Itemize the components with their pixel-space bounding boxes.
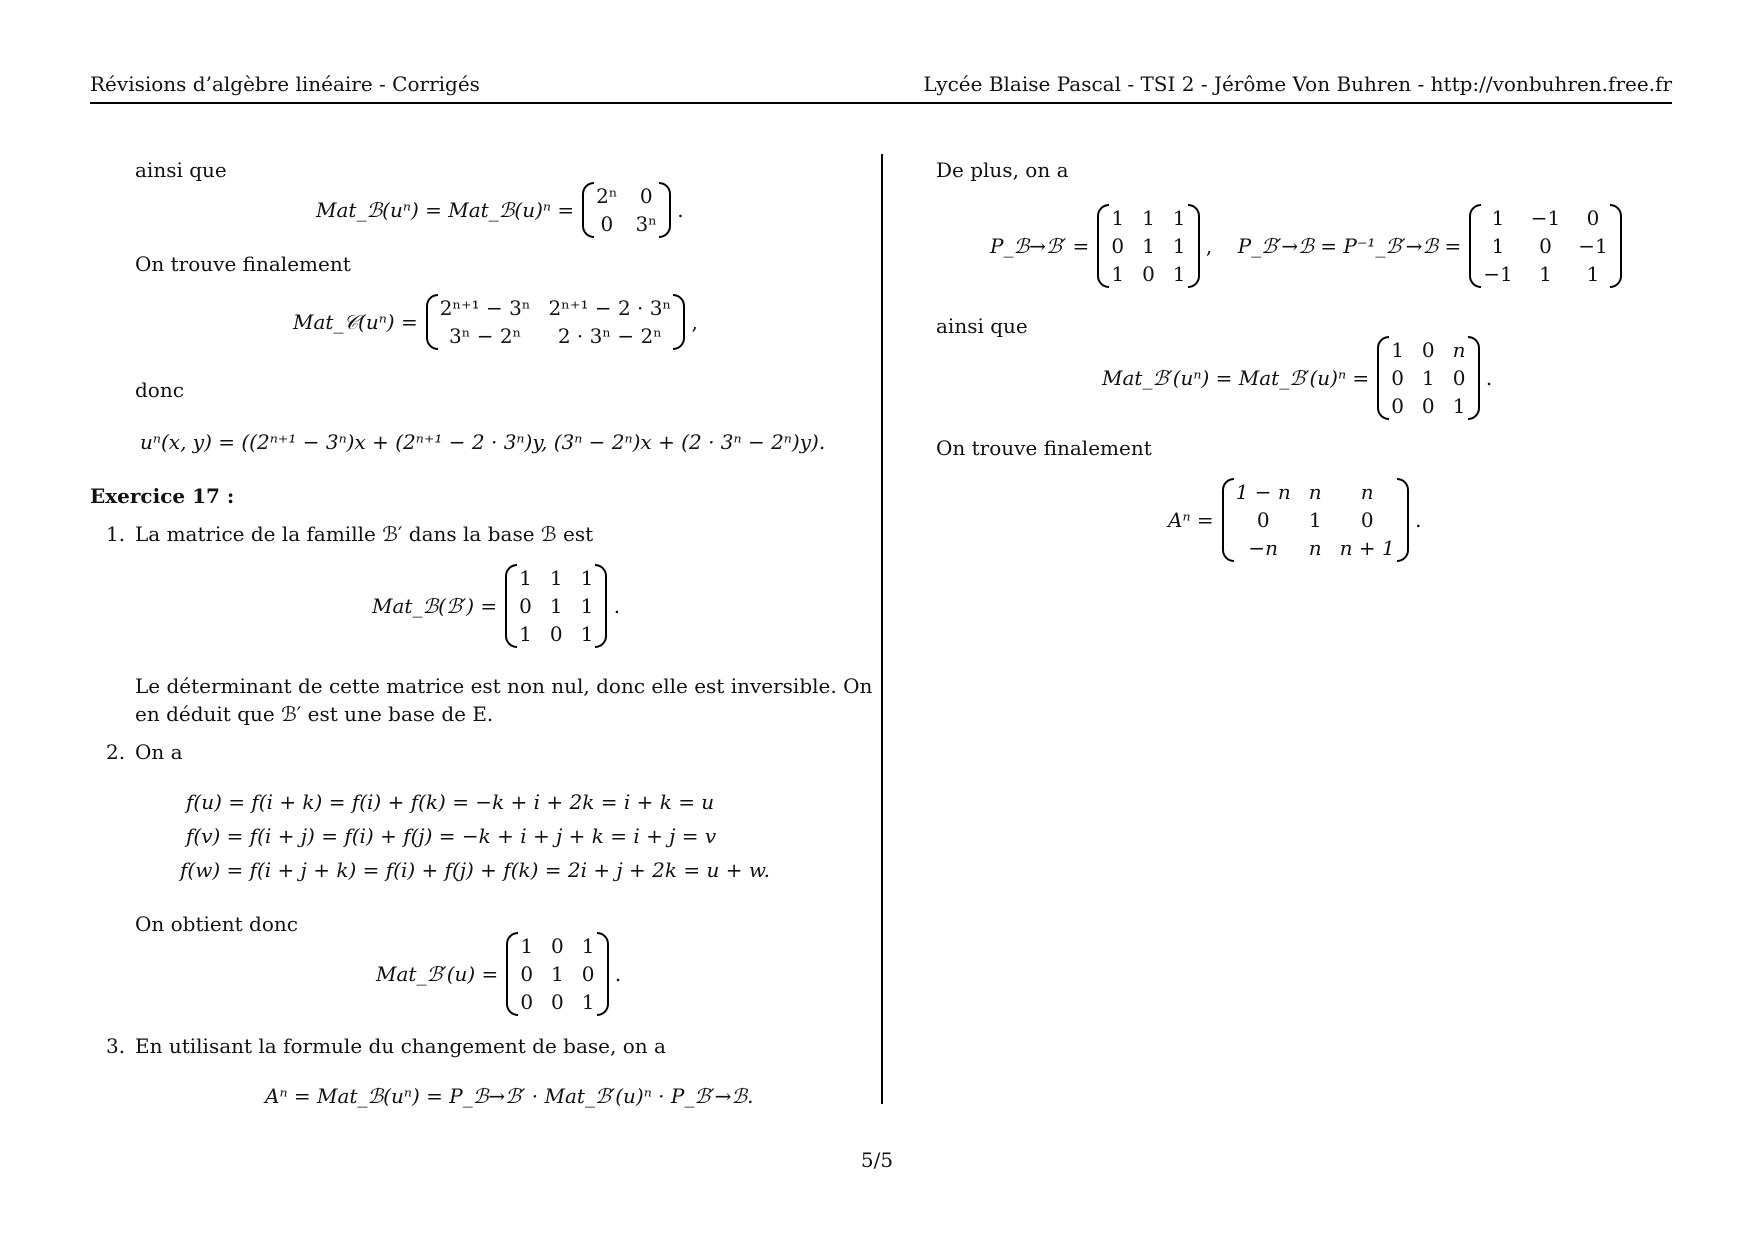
matrix-cell: 0	[1539, 234, 1552, 258]
right-on-trouve-finalement: On trouve finalement	[936, 436, 1152, 460]
label-mat-C-un: Mat_𝒞(uⁿ) =	[293, 310, 418, 334]
matrix-cell: 1	[549, 566, 563, 590]
matrix-cell: 1	[1452, 394, 1466, 418]
matrix-cell: 0	[551, 934, 564, 958]
eq-mat-Bp-un: Mat_ℬ′(uⁿ) = Mat_ℬ′(u)ⁿ = 1 0 n 0 1 0 0 0 1 .	[1102, 338, 1493, 418]
matrix-An	[1222, 478, 1409, 562]
item1-text: La matrice de la famille ℬ′ dans la base ℬ est	[135, 522, 594, 546]
matrix-cell: 0	[1360, 508, 1374, 532]
matrix-cell: 0	[1586, 206, 1600, 230]
left-on-trouve-finalement: On trouve finalement	[135, 252, 351, 276]
header-right: Lycée Blaise Pascal - TSI 2 - Jérôme Von Buhren - http://vonbuhren.free.fr	[923, 72, 1672, 96]
eq-change-matrices: P_ℬ→ℬ′ = 1 1 1 0 1 1 1 0 1 , P_ℬ′→ℬ = P⁻¹_ℬ′→ℬ = 1 −1 0 1 0 −1 −1 1 1	[990, 204, 1622, 288]
matrix-cell: 0	[1391, 366, 1404, 390]
eq-An: Aⁿ = Mat_ℬ(uⁿ) = P_ℬ→ℬ′ · Mat_ℬ′(u)ⁿ · P_ℬ′→ℬ.	[265, 1084, 754, 1108]
matrix-cell: 1	[551, 962, 564, 986]
matrix-u	[506, 932, 608, 1016]
column-divider	[881, 154, 883, 1104]
matrix-cell: 0	[581, 962, 595, 986]
matrix-cell: 1	[580, 622, 594, 646]
matrix-cell: n	[1308, 480, 1322, 504]
label-mat-Bp-u: Mat_ℬ′(u) =	[376, 962, 499, 986]
matrix-P-inverse	[1469, 204, 1621, 288]
matrix-cell: n	[1360, 480, 1374, 504]
matrix-P	[1097, 204, 1199, 288]
matrix-cell: 0	[600, 212, 614, 236]
matrix-cell: 0	[639, 184, 653, 208]
matrix-un	[1377, 336, 1479, 420]
matrix-cell: n	[1308, 536, 1322, 560]
matrix-cell: 1	[1172, 206, 1186, 230]
matrix-cell: 1	[1111, 206, 1125, 230]
matrix-cell: 3ⁿ − 2ⁿ	[449, 324, 522, 348]
matrix-cell: 0	[1142, 262, 1155, 286]
matrix-cell: 1	[1391, 338, 1404, 362]
label-An: Aⁿ =	[1168, 508, 1214, 532]
matrix-cell: n + 1	[1339, 536, 1395, 560]
matrix-cell: 1	[1491, 206, 1505, 230]
matrix-cell: 0	[1421, 394, 1435, 418]
matrix-cell: 1	[1172, 262, 1186, 286]
label-mat-B-Bp: Mat_ℬ(ℬ′) =	[372, 594, 498, 618]
matrix-cell: 0	[1391, 394, 1404, 418]
eq-f-v: f(v) = f(i + j) = f(i) + f(j) = −k + i + j + k = i + j = v	[186, 824, 717, 848]
matrix-cell: 0	[1111, 234, 1125, 258]
matrix-cell: 2ⁿ⁺¹ − 3ⁿ	[439, 296, 531, 320]
item1-det-line2: en déduit que ℬ′ est une base de E.	[135, 702, 494, 726]
matrix-cell: 0	[549, 622, 563, 646]
matrix-C	[426, 294, 685, 350]
matrix-cell: −1	[1530, 206, 1561, 230]
label-mat-B-un: Mat_ℬ(uⁿ) = Mat_ℬ(u)ⁿ =	[316, 198, 575, 222]
label-mat-Bp-un: Mat_ℬ′(uⁿ) = Mat_ℬ′(u)ⁿ =	[1102, 366, 1370, 390]
left-donc: donc	[135, 378, 184, 402]
matrix-cell: 0	[1421, 338, 1435, 362]
matrix-cell: 1 − n	[1235, 480, 1291, 504]
matrix-cell: 1	[549, 594, 563, 618]
matrix-cell: −1	[1483, 262, 1513, 286]
matrix-cell: 1	[519, 622, 532, 646]
eq-f-u: f(u) = f(i + k) = f(i) + f(k) = −k + i + 2k = i + k = u	[186, 790, 715, 814]
matrix-cell: 1	[1421, 366, 1435, 390]
right-ainsi-que: ainsi que	[936, 314, 1028, 338]
eq-mat-B-un: Mat_ℬ(uⁿ) = Mat_ℬ(u)ⁿ = 2ⁿ 0 0 3ⁿ .	[316, 184, 684, 236]
matrix-cell: 0	[519, 594, 532, 618]
matrix-cell: 1	[581, 990, 595, 1014]
matrix-cell: 0	[520, 990, 534, 1014]
matrix-cell: 1	[1142, 234, 1155, 258]
eq-An-final: Aⁿ = 1 − n n n 0 1 0 −n n n + 1 .	[1168, 480, 1422, 560]
matrix-diag	[582, 182, 671, 238]
item-number-1: 1.	[106, 522, 126, 546]
matrix-cell: −1	[1578, 234, 1608, 258]
matrix-cell: 3ⁿ	[635, 212, 657, 236]
matrix-cell: 1	[1142, 206, 1155, 230]
right-de-plus: De plus, on a	[936, 158, 1069, 182]
item2-text: On a	[135, 740, 183, 764]
eq-mat-Bp-u: Mat_ℬ′(u) = 1 0 1 0 1 0 0 0 1 .	[376, 934, 622, 1014]
matrix-cell: 2ⁿ⁺¹ − 2 · 3ⁿ	[548, 296, 672, 320]
matrix-cell: 1	[581, 934, 595, 958]
matrix-cell: 1	[519, 566, 532, 590]
matrix-cell: 1	[580, 566, 594, 590]
label-p-Bp-B: P_ℬ′→ℬ = P⁻¹_ℬ′→ℬ =	[1237, 234, 1462, 258]
left-ainsi-que: ainsi que	[135, 158, 227, 182]
on-obtient-donc: On obtient donc	[135, 912, 298, 936]
matrix-cell: 1	[1491, 234, 1505, 258]
item1-det-line1: Le déterminant de cette matrice est non nul, donc elle est inversible. On	[135, 674, 873, 698]
page-number: 5/5	[860, 1148, 894, 1172]
matrix-cell: 0	[1452, 366, 1466, 390]
header-rule	[90, 102, 1672, 104]
item3-text: En utilisant la formule du changement de base, on a	[135, 1034, 666, 1058]
exercise-title: Exercice 17 :	[90, 484, 235, 508]
matrix-B	[505, 564, 607, 648]
matrix-cell: −n	[1248, 536, 1279, 560]
matrix-cell: 1	[1111, 262, 1125, 286]
matrix-cell: 0	[520, 962, 534, 986]
eq-mat-C-un: Mat_𝒞(uⁿ) = 2ⁿ⁺¹ − 3ⁿ 2ⁿ⁺¹ − 2 · 3ⁿ 3ⁿ − 2ⁿ 2 · 3ⁿ − 2ⁿ ,	[293, 296, 698, 348]
eq-un-xy: uⁿ(x, y) = ((2ⁿ⁺¹ − 3ⁿ)x + (2ⁿ⁺¹ − 2 · 3ⁿ)y, (3ⁿ − 2ⁿ)x + (2 · 3ⁿ − 2ⁿ)y).	[140, 430, 826, 454]
matrix-cell: 1	[1308, 508, 1322, 532]
matrix-cell: 1	[520, 934, 534, 958]
matrix-cell: n	[1452, 338, 1466, 362]
matrix-cell: 1	[1172, 234, 1186, 258]
matrix-cell: 0	[551, 990, 564, 1014]
item-number-3: 3.	[106, 1034, 126, 1058]
matrix-cell: 2ⁿ	[596, 184, 618, 208]
matrix-cell: 1	[1539, 262, 1552, 286]
eq-f-w: f(w) = f(i + j + k) = f(i) + f(j) + f(k) = 2i + j + 2k = u + w.	[180, 858, 770, 882]
matrix-cell: 1	[1586, 262, 1600, 286]
header-left: Révisions d’algèbre linéaire - Corrigés	[90, 72, 480, 96]
matrix-cell: 0	[1256, 508, 1270, 532]
eq-mat-B-Bp: Mat_ℬ(ℬ′) = 1 1 1 0 1 1 1 0 1 .	[372, 566, 621, 646]
matrix-cell: 1	[580, 594, 594, 618]
matrix-cell: 2 · 3ⁿ − 2ⁿ	[557, 324, 662, 348]
label-p-B-Bp: P_ℬ→ℬ′ =	[990, 234, 1090, 258]
item-number-2: 2.	[106, 740, 126, 764]
